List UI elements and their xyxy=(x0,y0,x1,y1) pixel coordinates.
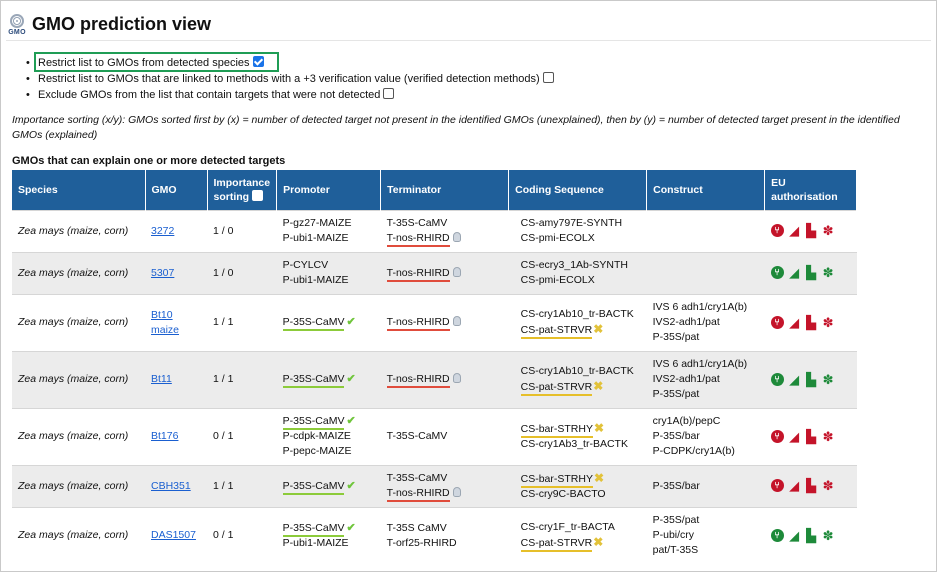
fork-knife-icon[interactable]: ⑂ xyxy=(771,430,784,443)
promoter-label: P-35S-CaMV xyxy=(283,480,345,495)
construct-cell xyxy=(647,507,765,564)
coding-sequence-label: CS-ecry3_1Ab-SYNTH xyxy=(520,259,628,271)
construct-label: P-35S/bar xyxy=(652,479,700,492)
col-terminator[interactable]: Terminator xyxy=(381,170,509,210)
promoter-entry xyxy=(283,521,375,536)
flower-icon[interactable]: ✽ xyxy=(822,265,834,281)
terminator-label: T-35S-CaMV xyxy=(386,217,448,229)
coding-sequence-label: CS-cry1Ab10_tr-BACTK xyxy=(520,308,634,320)
table-row xyxy=(12,351,857,408)
coding-sequence-entry xyxy=(521,437,641,452)
promoter-label: P-pepc-MAIZE xyxy=(282,445,352,457)
construct-entry xyxy=(653,315,759,330)
check-icon: ✔ xyxy=(346,479,356,492)
terminator-label: T-nos-RHIRD xyxy=(387,487,450,502)
construct-entry xyxy=(653,414,759,429)
verified-methods-checkbox[interactable] xyxy=(543,72,554,83)
construct-label: IVS 6 adh1/cry1A(b) xyxy=(652,301,748,313)
importance-cell: 1 / 0 xyxy=(207,252,277,294)
construct-entry xyxy=(653,357,759,372)
terminator-label: T-35S CaMV xyxy=(386,521,447,534)
gmo-cell xyxy=(145,507,207,564)
terminator-label: T-nos-RHIRD xyxy=(387,232,450,247)
col-importance[interactable] xyxy=(207,170,277,210)
coding-sequence-cell xyxy=(509,252,647,294)
importance-cell: 1 / 1 xyxy=(207,465,277,507)
construct-label: P-35S/pat xyxy=(652,388,700,400)
bird-icon[interactable]: ◢ xyxy=(789,223,800,239)
lightbulb-icon[interactable] xyxy=(453,373,461,383)
terminator-entry xyxy=(387,536,503,551)
bird-icon[interactable]: ◢ xyxy=(789,314,800,330)
terminator-cell xyxy=(381,351,509,408)
promoter-label: P-35S-CaMV xyxy=(283,522,345,537)
terminator-label: T-nos-RHIRD xyxy=(387,267,450,282)
bird-icon[interactable]: ◢ xyxy=(789,527,800,543)
coding-sequence-label: CS-bar-STRHY xyxy=(521,473,593,488)
tractor-icon[interactable]: ▙ xyxy=(806,371,817,387)
option-label: Restrict list to GMOs that are linked to methods with a +3 verification value (verified detection methods) xyxy=(38,73,540,85)
coding-sequence-label: CS-cry1F_tr-BACTA xyxy=(520,521,615,534)
flower-icon[interactable]: ✽ xyxy=(822,371,834,387)
option-label: Restrict list to GMOs from detected species xyxy=(38,57,250,69)
construct-label: IVS2-adh1/pat xyxy=(652,316,720,328)
construct-entry xyxy=(653,479,759,494)
coding-sequence-label: CS-cry1Ab10_tr-BACTK xyxy=(520,365,634,377)
coding-sequence-label: CS-amy797E-SYNTH xyxy=(520,217,623,229)
col-promoter[interactable]: Promoter xyxy=(277,170,381,210)
terminator-entry xyxy=(387,486,503,501)
construct-label: P-35S/pat xyxy=(652,514,700,527)
gmo-cell xyxy=(145,252,207,294)
lightbulb-icon[interactable] xyxy=(453,487,461,497)
header-divider xyxy=(6,40,931,41)
construct-entry xyxy=(653,444,759,459)
promoter-label: P-cdpk-MAIZE xyxy=(282,430,351,442)
terminator-entry xyxy=(387,231,503,246)
importance-cell: 1 / 0 xyxy=(207,210,277,252)
terminator-cell xyxy=(381,210,509,252)
coding-sequence-entry xyxy=(521,471,641,487)
construct-entry xyxy=(653,372,759,387)
terminator-entry xyxy=(387,429,503,444)
tractor-icon[interactable]: ▙ xyxy=(806,314,817,330)
promoter-label: P-35S-CaMV xyxy=(283,415,345,430)
construct-cell xyxy=(647,408,765,465)
fork-knife-icon[interactable]: ⑂ xyxy=(771,529,784,542)
eu-authorisation-cell xyxy=(765,465,857,507)
construct-cell xyxy=(647,294,765,351)
tractor-icon[interactable]: ▙ xyxy=(806,223,817,239)
table-row xyxy=(12,465,857,507)
promoter-label: P-CYLCV xyxy=(282,259,329,271)
coding-sequence-label: CS-cry9C-BACTO xyxy=(520,487,606,500)
species-cell: Zea mays (maize, corn) xyxy=(12,465,145,507)
col-coding-sequence[interactable]: Coding Sequence xyxy=(509,170,647,210)
promoter-cell xyxy=(277,294,381,351)
coding-sequence-cell xyxy=(509,351,647,408)
coding-sequence-label: CS-pat-STRVR xyxy=(521,381,593,396)
species-cell: Zea mays (maize, corn) xyxy=(12,351,145,408)
fork-knife-icon[interactable]: ⑂ xyxy=(771,316,784,329)
promoter-cell xyxy=(277,408,381,465)
promoter-entry xyxy=(283,315,375,330)
tractor-icon[interactable]: ▙ xyxy=(806,478,817,494)
promoter-cell xyxy=(277,210,381,252)
eu-authorisation-cell xyxy=(765,210,857,252)
check-icon: ✔ xyxy=(346,415,356,427)
table-header-row xyxy=(12,170,857,210)
promoter-label: P-ubi1-MAIZE xyxy=(282,536,349,549)
coding-sequence-entry xyxy=(521,231,641,246)
construct-label: P-35S/pat xyxy=(652,331,700,343)
promoter-entry xyxy=(283,258,375,273)
check-icon: ✔ xyxy=(346,316,356,328)
check-icon: ✔ xyxy=(346,521,356,534)
gmo-link[interactable]: DAS1507 xyxy=(151,529,196,542)
cross-icon: ✖ xyxy=(593,470,605,485)
flower-icon[interactable]: ✽ xyxy=(822,223,834,239)
lightbulb-icon[interactable] xyxy=(453,267,461,277)
col-construct[interactable]: Construct xyxy=(647,170,765,210)
importance-sort-checkbox[interactable] xyxy=(252,190,263,201)
promoter-label: P-gz27-MAIZE xyxy=(282,217,352,229)
col-gmo[interactable]: GMO xyxy=(145,170,207,210)
construct-label: P-ubi/cry xyxy=(652,529,695,542)
fork-knife-icon[interactable]: ⑂ xyxy=(771,479,784,492)
fork-knife-icon[interactable]: ⑂ xyxy=(771,224,784,237)
check-icon: ✔ xyxy=(346,373,356,385)
coding-sequence-entry xyxy=(521,379,641,395)
coding-sequence-entry xyxy=(521,258,641,273)
terminator-cell xyxy=(381,408,509,465)
construct-entry xyxy=(653,543,759,558)
tractor-icon[interactable]: ▙ xyxy=(806,527,817,543)
table-row xyxy=(12,252,857,294)
fingerprint-logo-icon xyxy=(6,12,28,36)
coding-sequence-label: CS-pmi-ECOLX xyxy=(520,232,595,244)
gmo-cell xyxy=(145,294,207,351)
page-header xyxy=(6,12,211,36)
col-eu-authorisation[interactable]: EU authorisation xyxy=(765,170,857,210)
promoter-entry xyxy=(283,414,375,429)
coding-sequence-entry xyxy=(521,273,641,288)
construct-label: IVS2-adh1/pat xyxy=(652,373,720,385)
terminator-entry xyxy=(387,471,503,486)
construct-label: P-35S/bar xyxy=(652,430,700,442)
bird-icon[interactable]: ◢ xyxy=(789,478,800,494)
coding-sequence-entry xyxy=(521,364,641,379)
species-cell: Zea mays (maize, corn) xyxy=(12,408,145,465)
cross-icon: ✖ xyxy=(593,379,604,393)
terminator-label: T-orf25-RHIRD xyxy=(386,536,457,549)
promoter-entry xyxy=(283,536,375,551)
promoter-label: P-ubi1-MAIZE xyxy=(282,232,349,244)
coding-sequence-cell xyxy=(509,465,647,507)
promoter-entry xyxy=(283,444,375,459)
terminator-cell xyxy=(381,252,509,294)
terminator-label: T-nos-RHIRD xyxy=(387,316,450,331)
table-row xyxy=(12,408,857,465)
tractor-icon[interactable]: ▙ xyxy=(806,428,817,444)
importance-cell: 1 / 1 xyxy=(207,294,277,351)
option-verified-methods xyxy=(22,71,554,87)
promoter-cell xyxy=(277,351,381,408)
construct-label: P-CDPK/cry1A(b) xyxy=(652,445,735,457)
exclude-undetected-checkbox[interactable] xyxy=(383,88,394,99)
importance-cell: 0 / 1 xyxy=(207,408,277,465)
construct-entry xyxy=(653,330,759,345)
gmo-link[interactable]: CBH351 xyxy=(151,479,191,492)
coding-sequence-label: CS-pmi-ECOLX xyxy=(520,274,595,286)
eu-authorisation-cell xyxy=(765,252,857,294)
terminator-entry xyxy=(387,216,503,231)
construct-cell xyxy=(647,465,765,507)
terminator-entry xyxy=(387,521,503,536)
importance-cell: 1 / 1 xyxy=(207,351,277,408)
coding-sequence-entry xyxy=(521,307,641,322)
coding-sequence-entry xyxy=(521,535,641,551)
promoter-entry xyxy=(283,216,375,231)
coding-sequence-label: CS-pat-STRVR xyxy=(521,537,593,552)
construct-label: IVS 6 adh1/cry1A(b) xyxy=(652,358,748,370)
table-row xyxy=(12,210,857,252)
promoter-entry xyxy=(283,372,375,387)
terminator-entry xyxy=(387,315,503,330)
flower-icon[interactable]: ✽ xyxy=(822,314,834,330)
gmo-table xyxy=(12,170,857,564)
importance-header-line1: Importance xyxy=(213,176,271,189)
flower-icon[interactable]: ✽ xyxy=(822,527,834,543)
bird-icon[interactable]: ◢ xyxy=(789,428,800,444)
gmo-cell xyxy=(145,408,207,465)
option-label: Exclude GMOs from the list that contain targets that were not detected xyxy=(38,89,381,101)
terminator-label: T-35S-CaMV xyxy=(386,430,448,442)
cross-icon: ✖ xyxy=(593,535,604,550)
species-cell: Zea mays (maize, corn) xyxy=(12,210,145,252)
construct-label: pat/T-35S xyxy=(652,544,699,557)
terminator-cell xyxy=(381,294,509,351)
tractor-icon[interactable]: ▙ xyxy=(806,265,817,281)
promoter-entry xyxy=(283,429,375,444)
coding-sequence-entry xyxy=(521,421,641,437)
promoter-label: P-35S-CaMV xyxy=(283,373,345,388)
coding-sequence-entry xyxy=(521,520,641,535)
gmo-link[interactable]: Bt176 xyxy=(151,430,179,442)
coding-sequence-entry xyxy=(521,487,641,502)
gmo-link[interactable]: Bt11 xyxy=(151,373,172,385)
gmo-link[interactable]: 3272 xyxy=(151,224,175,237)
construct-entry xyxy=(653,513,759,528)
coding-sequence-label: CS-cry1Ab3_tr-BACTK xyxy=(520,438,628,450)
importance-cell: 0 / 1 xyxy=(207,507,277,564)
coding-sequence-cell xyxy=(509,507,647,564)
eu-authorisation-cell xyxy=(765,408,857,465)
construct-cell xyxy=(647,210,765,252)
promoter-entry xyxy=(283,231,375,246)
construct-entry xyxy=(653,300,759,315)
fork-knife-icon[interactable]: ⑂ xyxy=(771,266,784,279)
gmo-cell xyxy=(145,465,207,507)
species-cell: Zea mays (maize, corn) xyxy=(12,252,145,294)
coding-sequence-entry xyxy=(521,322,641,338)
terminator-cell xyxy=(381,465,509,507)
terminator-cell xyxy=(381,507,509,564)
bird-icon[interactable]: ◢ xyxy=(789,371,800,387)
logo-text: GMO xyxy=(8,29,26,36)
coding-sequence-label: CS-bar-STRHY xyxy=(521,423,593,438)
cross-icon: ✖ xyxy=(593,322,604,336)
eu-authorisation-cell xyxy=(765,507,857,564)
table-row xyxy=(12,507,857,564)
highlight-box xyxy=(34,52,279,72)
gmo-cell xyxy=(145,351,207,408)
lightbulb-icon[interactable] xyxy=(453,232,461,242)
promoter-entry xyxy=(283,273,375,288)
option-exclude-undetected xyxy=(22,87,554,103)
construct-entry xyxy=(653,387,759,402)
col-species[interactable]: Species xyxy=(12,170,145,210)
coding-sequence-label: CS-pat-STRVR xyxy=(521,324,593,339)
eu-authorisation-cell xyxy=(765,351,857,408)
gmo-cell xyxy=(145,210,207,252)
eu-authorisation-cell xyxy=(765,294,857,351)
construct-entry xyxy=(653,429,759,444)
table-row xyxy=(12,294,857,351)
coding-sequence-cell xyxy=(509,210,647,252)
coding-sequence-entry xyxy=(521,216,641,231)
fork-knife-icon[interactable]: ⑂ xyxy=(771,373,784,386)
terminator-label: T-nos-RHIRD xyxy=(387,373,450,388)
construct-label: cry1A(b)/pepC xyxy=(652,415,721,427)
species-cell: Zea mays (maize, corn) xyxy=(12,294,145,351)
bird-icon[interactable]: ◢ xyxy=(789,265,800,281)
promoter-cell xyxy=(277,465,381,507)
construct-entry xyxy=(653,528,759,543)
coding-sequence-cell xyxy=(509,294,647,351)
construct-cell xyxy=(647,351,765,408)
promoter-label: P-35S-CaMV xyxy=(283,316,345,331)
importance-note: Importance sorting (x/y): GMOs sorted first by (x) = number of detected target not present in the identified GMOs (unexplained), then by (y) = number of detected target present in the identified GMOs (explained) xyxy=(12,114,900,141)
section-title: GMOs that can explain one or more detected targets xyxy=(12,155,286,167)
gmo-table-body xyxy=(12,210,857,564)
terminator-label: T-35S-CaMV xyxy=(386,472,448,484)
cross-icon: ✖ xyxy=(593,421,605,435)
species-cell: Zea mays (maize, corn) xyxy=(12,507,145,564)
flower-icon[interactable]: ✽ xyxy=(822,478,834,494)
terminator-entry xyxy=(387,372,503,387)
importance-header-line2: sorting xyxy=(213,190,250,203)
promoter-label: P-ubi1-MAIZE xyxy=(282,274,349,286)
promoter-entry xyxy=(283,479,375,494)
gmo-link[interactable]: Bt10 maize xyxy=(151,308,180,336)
gmo-link[interactable]: 5307 xyxy=(151,266,175,279)
terminator-entry xyxy=(387,266,503,281)
flower-icon[interactable]: ✽ xyxy=(822,428,834,444)
lightbulb-icon[interactable] xyxy=(453,316,461,326)
construct-cell xyxy=(647,252,765,294)
coding-sequence-cell xyxy=(509,408,647,465)
page-title: GMO prediction view xyxy=(32,13,212,34)
promoter-cell xyxy=(277,252,381,294)
promoter-cell xyxy=(277,507,381,564)
